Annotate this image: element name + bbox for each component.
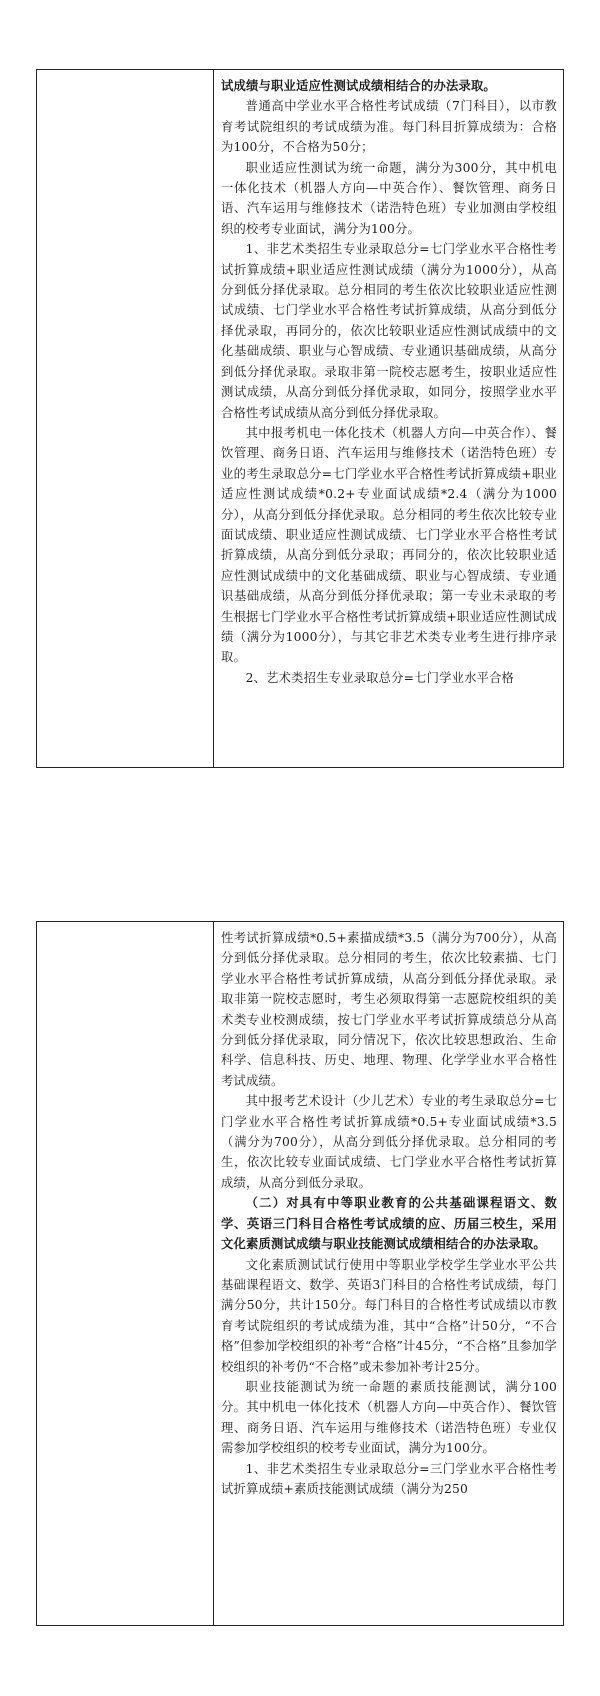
paragraph: 其中报考机电一体化技术（机器人方向—中英合作）、餐饮管理、商务日语、汽车运用与维修技术（诺浩特色班）专业的考生录取总分=七门学业水平合格性考试折算成绩+职业适应性测试成绩*0.2+专业面试成绩*2.4（满分为1000分），从高分到低分择优录取。总分相同的考生依次比较专业面试成绩、职业适应性测试成绩、七门学业水平合格性考试折算成绩，从高分到低分录取；再同分的，依次比较职业适应性测试成绩中的文化基础成绩、职业与心智成绩、专业通识基础成绩，从高分到低分择优录取；第一专业未录取的考生根据七门学业水平合格性考试折算成绩+职业适应性测试成绩（满分为1000分），与其它非艺术类专业考生进行排序录取。 xyxy=(221,425,557,665)
paragraph: 普通高中学业水平合格性考试成绩（7门科目），以市教育考试院组织的考试成绩为准。每门科目折算成绩为：合格为100分，不合格为50分； xyxy=(221,99,557,155)
table-content-cell xyxy=(214,70,563,767)
table-left-cell xyxy=(37,70,214,767)
paragraph: （二）对具有中等职业教育的公共基础课程语文、数学、英语三门科目合格性考试成绩的应、历届三校生，采用文化素质测试成绩与职业技能测试成绩相结合的办法录取。 xyxy=(221,1195,557,1252)
table-content-cell xyxy=(214,922,563,1625)
paragraph: 2、艺术类招生专业录取总分=七门学业水平合格 xyxy=(245,670,515,685)
paragraph: 1、非艺术类招生专业录取总分=三门学业水平合格性考试折算成绩+素质技能测试成绩（满分为250 xyxy=(221,1461,557,1496)
paragraph: 1、非艺术类招生专业录取总分=七门学业水平合格性考试折算成绩+职业适应性测试成绩（满分为1000分），从高分到低分择优录取。总分相同的考生依次比较职业适应性测试成绩、七门学业水平合格性考试折算成绩，从高分到低分择优录取，再同分的，依次比较职业适应性测试成绩中的文化基础成绩、职业与心智成绩、专业通识基础成绩，从高分到低分择优录取。录取非第一院校志愿考生，按职业适应性测试成绩，从高分到低分择优录取，如同分，按照学业水平合格性考试成绩从高分到低分择优录取。 xyxy=(221,242,557,420)
table-page-2 xyxy=(36,921,564,1626)
table-page-1 xyxy=(36,69,564,768)
paragraph: 文化素质测试试行使用中等职业学校学生学业水平公共基础课程语文、数学、英语3门科目的合格性考试成绩，每门满分50分，共计150分。每门科目的合格性考试成绩以市教育考试院组织的考试成绩为准，其中“合格”计50分，“不合格”但参加学校组织的补考“合格”计45分，“不合格”且参加学校组织的补考仍“不合格”或未参加补考计25分。 xyxy=(221,1257,557,1374)
paragraph: 试成绩与职业适应性测试成绩相结合的办法录取。 xyxy=(221,78,496,93)
paragraph: 职业技能测试为统一命题的素质技能测试，满分100分。其中机电一体化技术（机器人方向—中英合作）、餐饮管理、商务日语、汽车运用与维修技术（诺浩特色班）专业仅需参加学校组织的校考专业面试，满分为100分。 xyxy=(221,1379,557,1456)
table-left-cell xyxy=(37,922,214,1625)
paragraph: 其中报考艺术设计（少儿艺术）专业的考生录取总分=七门学业水平合格性考试折算成绩*0.5+专业面试成绩*3.5（满分为700分），从高分到低分择优录取。总分相同的考生，依次比较专业面试成绩、七门学业水平合格性考试折算成绩，从高分到低分录取。 xyxy=(221,1094,557,1190)
paragraph: 性考试折算成绩*0.5+素描成绩*3.5（满分为700分），从高分到低分择优录取。总分相同的考生，依次比较素描、七门学业水平合格性考试折算成绩，从高分到低分择优录取。录取非第一院校志愿时，考生必须取得第一志愿院校组织的美术类专业校测成绩，按七门学业水平考试折算成绩总分从高分到低分择优录取，同分情况下，依次比较思想政治、生命科学、信息科技、历史、地理、物理、化学学业水平合格性考试成绩。 xyxy=(221,931,557,1088)
paragraph: 职业适应性测试为统一命题，满分为300分，其中机电一体化技术（机器人方向—中英合作）、餐饮管理、商务日语、汽车运用与维修技术（诺浩特色班）专业加测由学校组织的校考专业面试，满分为100分。 xyxy=(221,160,557,236)
